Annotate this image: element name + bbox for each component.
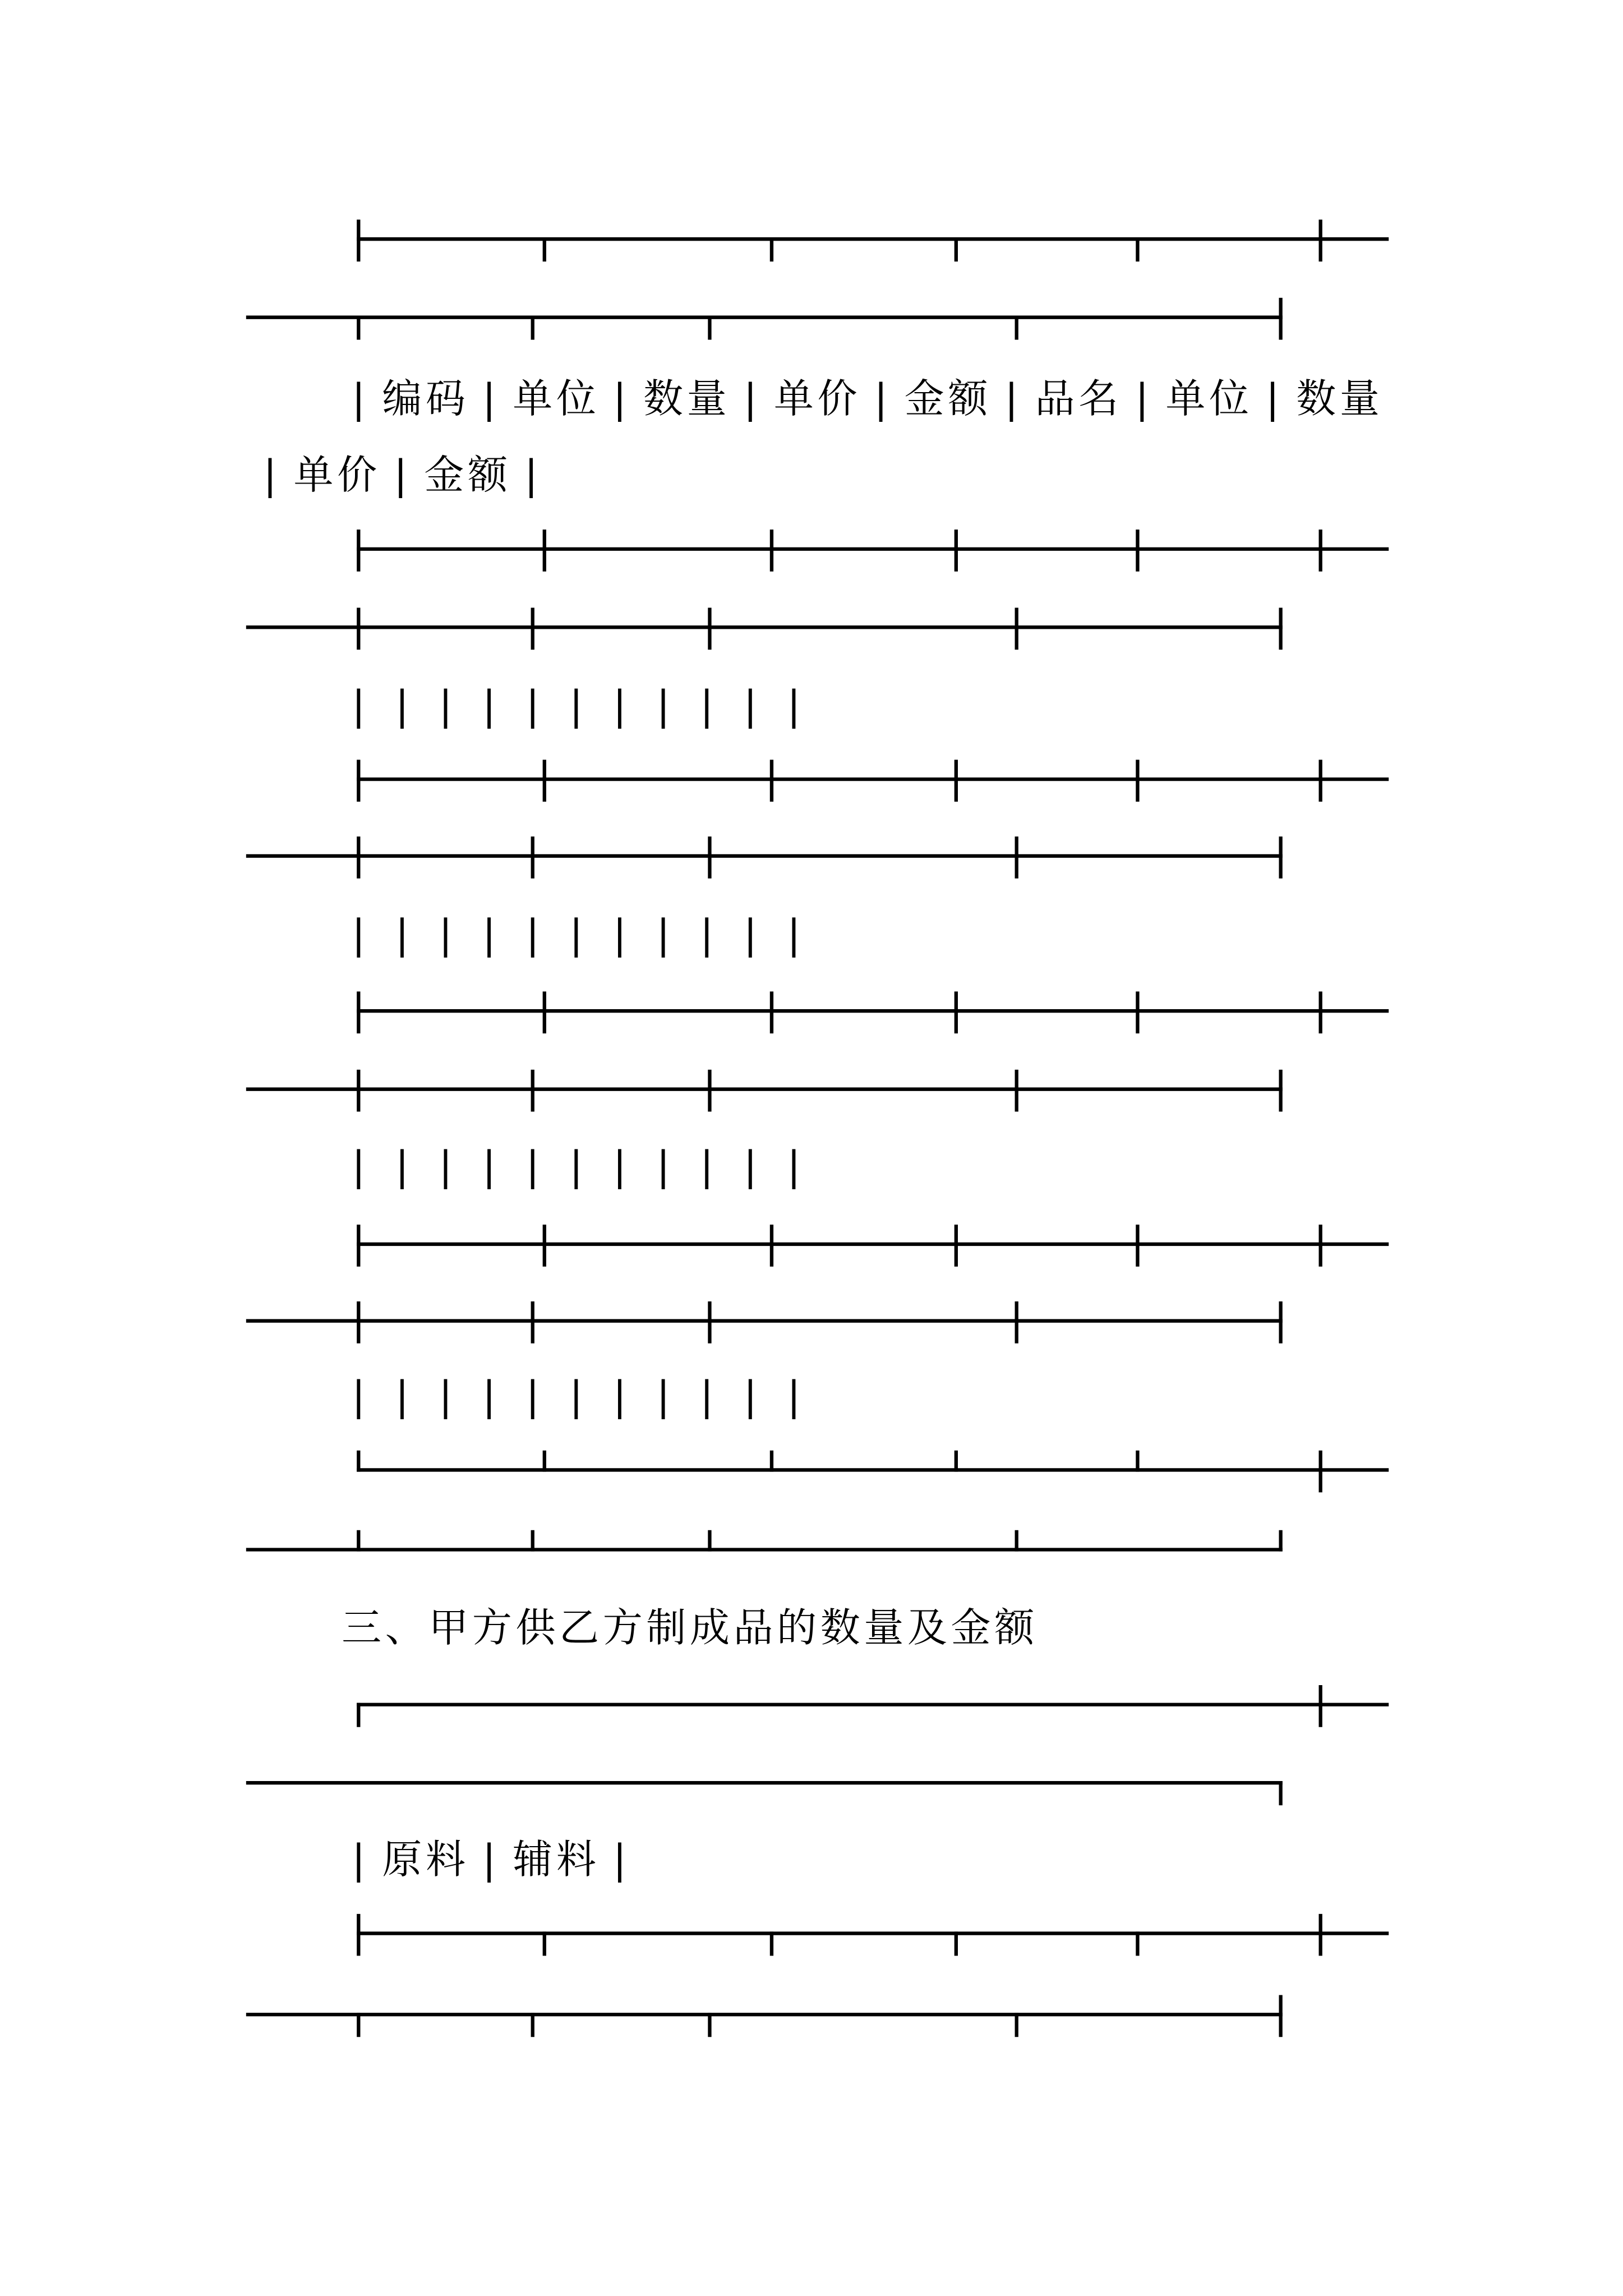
- glyph: |: [439, 910, 453, 958]
- glyph: |: [352, 1142, 366, 1189]
- glyph: 料: [556, 1836, 596, 1883]
- glyph: |: [612, 1142, 626, 1189]
- glyph: |: [569, 910, 583, 958]
- glyph: |: [569, 1373, 583, 1420]
- glyph: |: [525, 1373, 540, 1420]
- glyph: 品: [1035, 375, 1075, 422]
- glyph: |: [525, 1142, 540, 1189]
- empty-row-3: [337, 1144, 816, 1188]
- glyph: 量: [686, 375, 727, 422]
- glyph: 数: [1296, 375, 1336, 422]
- glyph: |: [743, 1142, 757, 1189]
- glyph: |: [612, 1836, 626, 1883]
- glyph: 价: [817, 375, 857, 422]
- glyph: |: [482, 910, 496, 958]
- glyph: |: [656, 910, 670, 958]
- glyph: 位: [1209, 375, 1249, 422]
- glyph: 量: [864, 1604, 904, 1651]
- glyph: 品: [733, 1604, 773, 1651]
- glyph: |: [439, 1373, 453, 1420]
- glyph: |: [395, 1373, 409, 1420]
- glyph: 料: [426, 1836, 466, 1883]
- glyph: |: [874, 375, 888, 422]
- glyph: |: [263, 452, 277, 499]
- glyph: 单: [513, 375, 553, 422]
- glyph: |: [482, 1836, 496, 1883]
- glyph: |: [439, 682, 453, 729]
- glyph: |: [395, 682, 409, 729]
- glyph: |: [1135, 375, 1149, 422]
- glyph: 制: [646, 1604, 686, 1651]
- glyph: |: [612, 1373, 626, 1420]
- glyph: 的: [777, 1604, 817, 1651]
- glyph: |: [1266, 375, 1280, 422]
- glyph: |: [700, 1142, 714, 1189]
- glyph: |: [612, 375, 626, 422]
- glyph: 位: [556, 375, 596, 422]
- glyph: |: [656, 1142, 670, 1189]
- glyph: 三: [342, 1604, 382, 1651]
- glyph: 成: [689, 1604, 730, 1651]
- glyph: 数: [820, 1604, 860, 1651]
- glyph: |: [612, 682, 626, 729]
- table1-header-line1: [337, 377, 1382, 421]
- glyph: |: [482, 375, 496, 422]
- section3-heading: [340, 1606, 1036, 1650]
- glyph: 额: [467, 452, 508, 499]
- glyph: |: [525, 910, 540, 958]
- glyph: |: [352, 375, 366, 422]
- glyph: |: [439, 1142, 453, 1189]
- glyph: 甲: [428, 1604, 469, 1651]
- empty-row-1: [337, 684, 816, 728]
- glyph: |: [1004, 375, 1018, 422]
- glyph: |: [524, 452, 538, 499]
- glyph: |: [787, 1142, 801, 1189]
- empty-row-4: [337, 1374, 816, 1418]
- glyph: |: [482, 682, 496, 729]
- glyph: 名: [1078, 375, 1119, 422]
- glyph: 额: [994, 1604, 1035, 1651]
- glyph: 单: [1165, 375, 1206, 422]
- glyph: 金: [904, 375, 944, 422]
- glyph: |: [569, 1142, 583, 1189]
- glyph: 、: [385, 1604, 425, 1651]
- glyph: 码: [426, 375, 466, 422]
- table1-header-line2: [248, 453, 553, 497]
- glyph: 数: [643, 375, 684, 422]
- glyph: |: [395, 910, 409, 958]
- glyph: |: [352, 1836, 366, 1883]
- glyph: |: [743, 375, 757, 422]
- glyph: |: [352, 910, 366, 958]
- empty-row-2: [337, 910, 816, 958]
- glyph: |: [482, 1142, 496, 1189]
- glyph: 额: [948, 375, 988, 422]
- glyph: 量: [1339, 375, 1380, 422]
- glyph: |: [787, 682, 801, 729]
- glyph: |: [656, 1373, 670, 1420]
- glyph: 单: [293, 452, 334, 499]
- glyph: 原: [382, 1836, 422, 1883]
- glyph: |: [743, 1373, 757, 1420]
- glyph: |: [482, 1373, 496, 1420]
- glyph: |: [525, 682, 540, 729]
- glyph: 方: [472, 1604, 512, 1651]
- glyph: |: [700, 1373, 714, 1420]
- glyph: 方: [602, 1604, 643, 1651]
- glyph: |: [352, 1373, 366, 1420]
- glyph: |: [787, 910, 801, 958]
- glyph: |: [569, 682, 583, 729]
- glyph: |: [395, 1142, 409, 1189]
- glyph: |: [700, 910, 714, 958]
- glyph: |: [743, 910, 757, 958]
- glyph: |: [787, 1373, 801, 1420]
- table2-header: [337, 1838, 642, 1881]
- glyph: 辅: [513, 1836, 553, 1883]
- glyph: 单: [773, 375, 814, 422]
- glyph: 金: [951, 1604, 991, 1651]
- glyph: 及: [907, 1604, 948, 1651]
- glyph: |: [656, 682, 670, 729]
- glyph: 金: [424, 452, 464, 499]
- glyph: 编: [382, 375, 422, 422]
- glyph: |: [612, 910, 626, 958]
- glyph: |: [700, 682, 714, 729]
- glyph: |: [743, 682, 757, 729]
- glyph: 价: [337, 452, 377, 499]
- glyph: |: [394, 452, 408, 499]
- glyph: 乙: [559, 1604, 600, 1651]
- glyph: |: [352, 682, 366, 729]
- glyph: 供: [515, 1604, 556, 1651]
